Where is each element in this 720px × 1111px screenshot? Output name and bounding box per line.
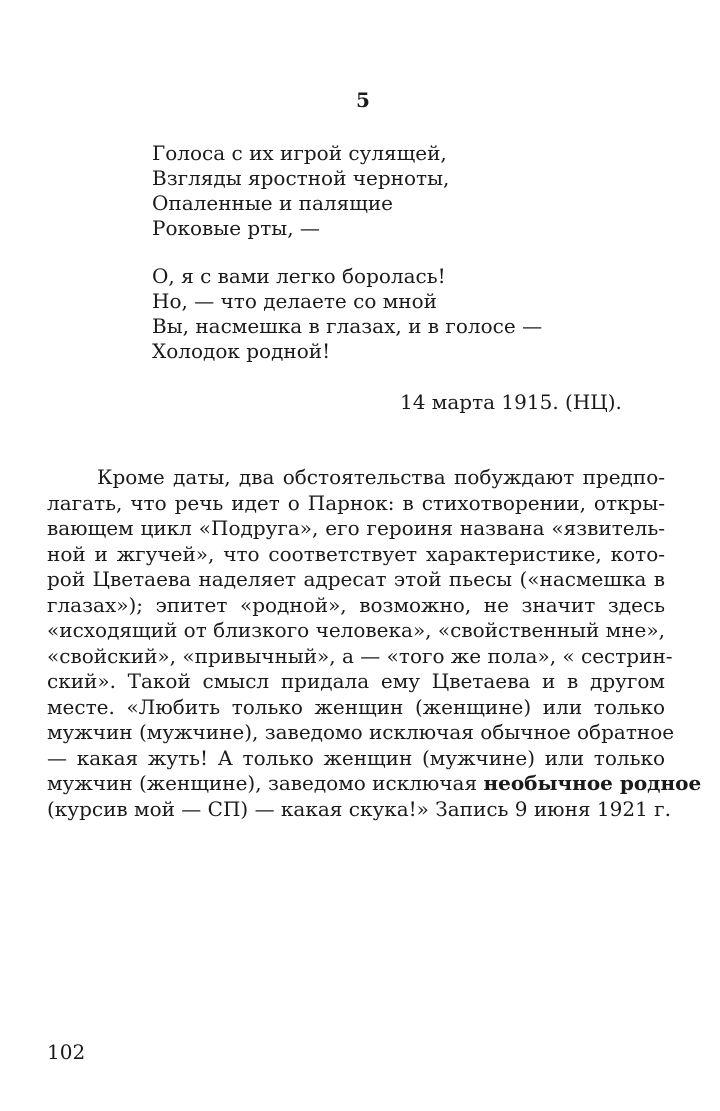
poem-line: Холодок родной!	[152, 339, 331, 363]
paragraph-line: вающем цикл «Подруга», его героиня названа «язвитель-	[47, 516, 665, 540]
paragraph-line	[47, 771, 702, 797]
paragraph-line: ной и жгучей», что соответствует характеристике, кото-	[47, 541, 665, 566]
emphasized-phrase: необычное родное	[483, 771, 702, 795]
poem-date: 14 марта 1915. (НЦ).	[400, 390, 622, 414]
paragraph-line: (курсив мой — СП) — какая скука!» Запись 9 июня 1921 г.	[47, 796, 671, 821]
poem-line: Опаленные и палящие	[152, 191, 393, 215]
poem-line: Голоса с их игрой сулящей,	[152, 141, 447, 165]
paragraph-line: — какая жуть! А только женщин (мужчине) или только	[47, 745, 665, 770]
commentary-paragraph	[47, 465, 702, 822]
poem-line: Роковые рты, —	[152, 216, 320, 240]
paragraph-line: глазах»); эпитет «родной», возможно, не значит здесь	[47, 592, 665, 617]
paragraph-line: лагать, что речь идет о Парнок: в стихотворении, откры-	[47, 490, 665, 515]
poem-line: Взгляды яростной черноты,	[152, 166, 450, 190]
poem-stanza-2	[152, 264, 542, 364]
paragraph-line: месте. «Любить только женщин (женщине) или только	[47, 694, 665, 719]
paragraph-line: «свойский», «привычный», а — «того же пола», « сестрин-	[47, 643, 673, 668]
page-number: 102	[47, 1040, 86, 1064]
poem-line: Но, — что делаете со мной	[152, 289, 437, 313]
paragraph-text: мужчин (женщине), заведомо исключая	[47, 771, 478, 795]
poem-number: 5	[356, 88, 370, 112]
paragraph-line: мужчин (мужчине), заведомо исключая обычное обратное	[47, 720, 675, 744]
poem-line: О, я с вами легко боролась!	[152, 264, 446, 288]
poem-line: Вы, насмешка в глазах, и в голосе —	[152, 314, 543, 338]
poem-stanza-1	[152, 141, 449, 241]
paragraph-line: рой Цветаева наделяет адресат этой пьесы («насмешка в	[47, 567, 665, 591]
paragraph-line: Кроме даты, два обстоятельства побуждают предпо-	[97, 465, 665, 489]
paragraph-line: ский». Такой смысл придала ему Цветаева и в другом	[47, 669, 665, 693]
paragraph-line: «исходящий от близкого человека», «свойственный мне»,	[47, 618, 665, 642]
